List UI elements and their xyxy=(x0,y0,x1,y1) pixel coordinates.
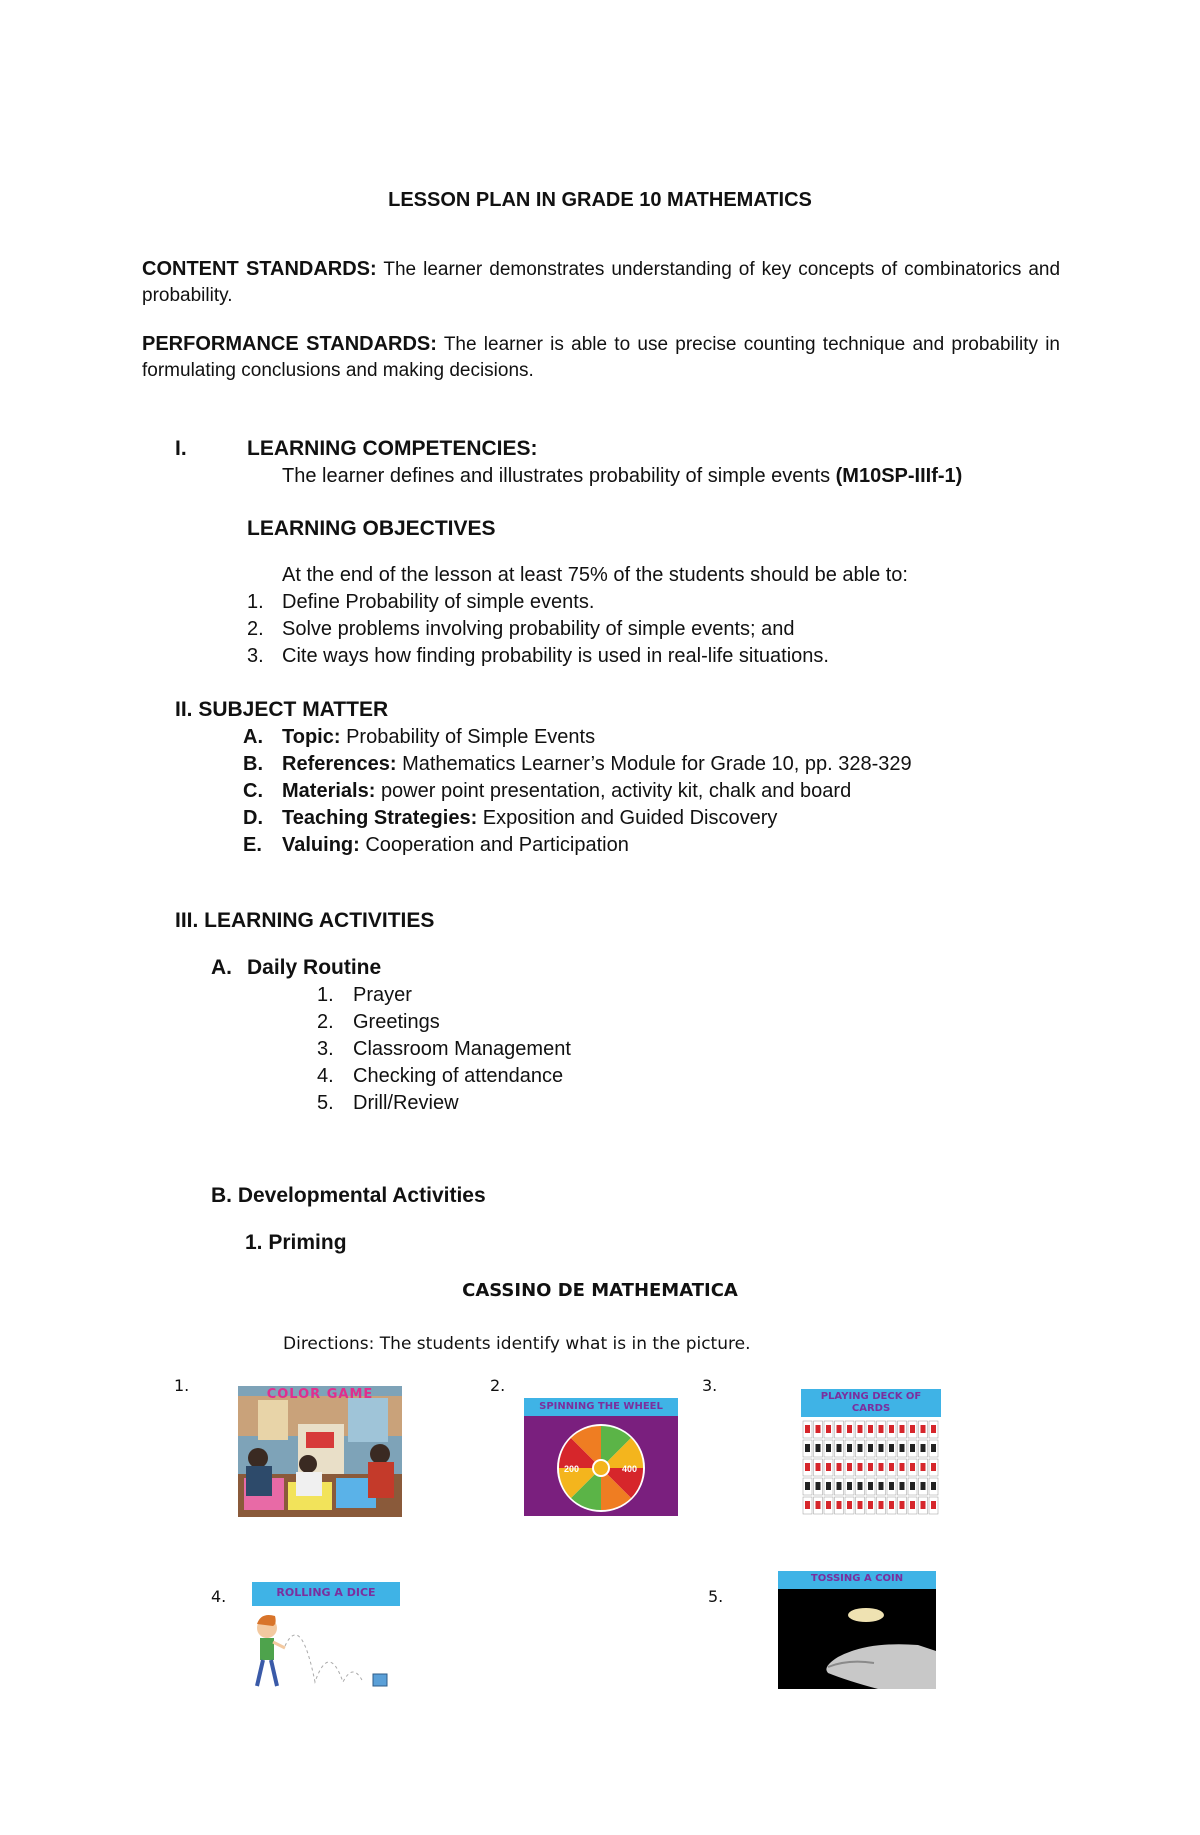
card-pip xyxy=(837,1463,842,1471)
card-pip xyxy=(900,1425,905,1433)
card-pip xyxy=(931,1444,936,1452)
card-pip xyxy=(847,1501,852,1509)
card-pip xyxy=(868,1501,873,1509)
subject-item-text: Cooperation and Participation xyxy=(365,834,629,856)
objective-text: Cite ways how finding probability is used in real-life situations. xyxy=(282,645,829,667)
wheel-label: 400 xyxy=(622,1464,638,1474)
performance-standards-text: The learner is able to use precise counting technique and probability in formulating conclusions and making decisions. xyxy=(142,334,1061,381)
daily-routine-title: Daily Routine xyxy=(247,956,382,979)
card-pip xyxy=(847,1444,852,1452)
objective-item xyxy=(247,591,594,614)
card-pip xyxy=(931,1463,936,1471)
card-pip xyxy=(826,1482,831,1490)
card-pip xyxy=(910,1425,915,1433)
subject-item xyxy=(243,807,777,830)
card-pip xyxy=(879,1463,884,1471)
routine-text: Prayer xyxy=(353,984,412,1006)
subject-item-text: Mathematics Learner’s Module for Grade 10, pp. 328-329 xyxy=(402,753,912,775)
card-pip xyxy=(910,1444,915,1452)
priming-heading: 1. Priming xyxy=(245,1231,347,1254)
card-pip xyxy=(879,1444,884,1452)
subject-item-text: Exposition and Guided Discovery xyxy=(482,807,778,829)
card-pip xyxy=(931,1425,936,1433)
card-pip xyxy=(858,1425,863,1433)
card-pip xyxy=(837,1425,842,1433)
competency-code: (M10SP-IIIf-1) xyxy=(835,465,963,487)
picture-caption: ROLLING A DICE xyxy=(276,1586,376,1599)
card-pip xyxy=(900,1482,905,1490)
objective-number: 2. xyxy=(247,618,264,640)
card-pip xyxy=(805,1482,810,1490)
card-pip xyxy=(858,1463,863,1471)
routine-text: Checking of attendance xyxy=(353,1065,564,1087)
card-pip xyxy=(900,1463,905,1471)
competency-text: The learner defines and illustrates probability of simple events xyxy=(282,465,831,487)
card-pip xyxy=(868,1444,873,1452)
routine-item xyxy=(317,1038,571,1061)
section-2-heading: II. SUBJECT MATTER xyxy=(175,698,389,721)
routine-text: Drill/Review xyxy=(353,1092,459,1114)
routine-text: Classroom Management xyxy=(353,1038,571,1060)
card-pip xyxy=(910,1501,915,1509)
objectives-intro: At the end of the lesson at least 75% of the students should be able to: xyxy=(282,564,908,586)
subject-item xyxy=(243,726,595,749)
card-pip xyxy=(805,1463,810,1471)
tossing-coin-image xyxy=(778,1571,936,1689)
section-3-heading: III. LEARNING ACTIVITIES xyxy=(175,909,435,932)
card-pip xyxy=(837,1482,842,1490)
subject-item-letter: A. xyxy=(243,726,263,748)
card-pip xyxy=(889,1444,894,1452)
card-pip xyxy=(889,1482,894,1490)
content-standards xyxy=(142,256,1060,309)
card-pip xyxy=(805,1425,810,1433)
card-pip xyxy=(910,1463,915,1471)
card-pip xyxy=(816,1444,821,1452)
routine-number: 5. xyxy=(317,1092,334,1114)
content-standards-label: CONTENT STANDARDS: xyxy=(142,258,377,280)
color-game-image xyxy=(238,1386,402,1517)
spinning-wheel-image xyxy=(524,1398,678,1516)
objective-number: 3. xyxy=(247,645,264,667)
card-pip xyxy=(900,1501,905,1509)
subject-item-text: Probability of Simple Events xyxy=(346,726,596,748)
section-1-numeral: I. xyxy=(175,437,187,460)
competency-line xyxy=(282,465,962,488)
routine-number: 1. xyxy=(317,984,334,1006)
subject-item-text: power point presentation, activity kit, chalk and board xyxy=(380,780,852,802)
routine-item xyxy=(317,1092,459,1115)
subject-item-letter: D. xyxy=(243,807,263,829)
picture-caption: PLAYING DECK OF CARDS xyxy=(820,1391,922,1414)
content-standards-text: The learner demonstrates understanding of key concepts of combinatorics and probability. xyxy=(142,259,1061,306)
card-pip xyxy=(921,1482,926,1490)
subject-item-label: Valuing: xyxy=(282,834,360,856)
card-pip xyxy=(858,1444,863,1452)
card-pip xyxy=(826,1444,831,1452)
card-pip xyxy=(826,1501,831,1509)
picture-caption: SPINNING THE WHEEL xyxy=(539,1401,663,1412)
picture-number: 2. xyxy=(490,1376,506,1395)
subject-item-letter: E. xyxy=(243,834,262,856)
card-pip xyxy=(921,1501,926,1509)
picture-number: 3. xyxy=(702,1376,718,1395)
document-title: LESSON PLAN IN GRADE 10 MATHEMATICS xyxy=(388,189,812,211)
objectives-heading: LEARNING OBJECTIVES xyxy=(247,517,496,540)
section-1-heading: LEARNING COMPETENCIES: xyxy=(247,437,538,460)
routine-item xyxy=(317,1011,440,1034)
picture-number: 5. xyxy=(708,1587,724,1606)
coin-scene xyxy=(778,1571,936,1689)
card-pip xyxy=(868,1425,873,1433)
card-pip xyxy=(889,1501,894,1509)
routine-number: 4. xyxy=(317,1065,334,1087)
subject-item-label: Topic: xyxy=(282,726,341,748)
card-pip xyxy=(889,1425,894,1433)
card-pip xyxy=(816,1501,821,1509)
subject-item xyxy=(243,834,629,857)
subject-item xyxy=(243,780,851,803)
card-pip xyxy=(879,1425,884,1433)
card-pip xyxy=(931,1482,936,1490)
card-pip xyxy=(868,1463,873,1471)
card-pip xyxy=(805,1444,810,1452)
objective-item xyxy=(247,618,795,641)
card-pip xyxy=(837,1444,842,1452)
wheel-graphic xyxy=(524,1398,678,1516)
card-pip xyxy=(900,1444,905,1452)
rolling-dice-image xyxy=(251,1582,401,1690)
routine-item xyxy=(317,984,412,1007)
picture-number: 4. xyxy=(211,1587,227,1606)
subject-item-label: Teaching Strategies: xyxy=(282,807,478,829)
objective-number: 1. xyxy=(247,591,264,613)
card-pip xyxy=(837,1501,842,1509)
card-pip xyxy=(805,1501,810,1509)
routine-text: Greetings xyxy=(353,1011,440,1033)
wheel-label: 200 xyxy=(564,1464,580,1474)
developmental-heading: B. Developmental Activities xyxy=(211,1184,486,1207)
card-pip xyxy=(858,1482,863,1490)
card-pip xyxy=(868,1482,873,1490)
card-pip xyxy=(921,1444,926,1452)
performance-standards-label: PERFORMANCE STANDARDS: xyxy=(142,333,437,355)
card-pip xyxy=(816,1425,821,1433)
color-game-scene xyxy=(238,1386,402,1517)
activity-title: CASSINO DE MATHEMATICA xyxy=(462,1280,738,1301)
card-pip xyxy=(879,1482,884,1490)
picture-caption: TOSSING A COIN xyxy=(810,1573,904,1584)
subject-item-letter: B. xyxy=(243,753,263,775)
card-pip xyxy=(879,1501,884,1509)
card-pip xyxy=(889,1463,894,1471)
objective-text: Solve problems involving probability of simple events; and xyxy=(282,618,795,640)
card-pip xyxy=(847,1463,852,1471)
subject-item xyxy=(243,753,912,776)
routine-number: 2. xyxy=(317,1011,334,1033)
daily-routine-heading xyxy=(211,956,381,980)
activity-directions: Directions: The students identify what is in the picture. xyxy=(283,1334,751,1354)
subject-item-label: References: xyxy=(282,753,397,775)
objective-item xyxy=(247,645,829,668)
picture-caption: COLOR GAME xyxy=(266,1387,374,1402)
card-pip xyxy=(826,1463,831,1471)
routine-item xyxy=(317,1065,563,1088)
subject-item-letter: C. xyxy=(243,780,263,802)
daily-routine-letter: A. xyxy=(211,956,232,979)
card-pip xyxy=(931,1501,936,1509)
objective-text: Define Probability of simple events. xyxy=(282,591,595,613)
card-pip xyxy=(816,1482,821,1490)
card-pip xyxy=(921,1425,926,1433)
card-pip xyxy=(847,1425,852,1433)
routine-number: 3. xyxy=(317,1038,334,1060)
card-pip xyxy=(910,1482,915,1490)
card-pip xyxy=(816,1463,821,1471)
card-pip xyxy=(858,1501,863,1509)
card-pip xyxy=(826,1425,831,1433)
performance-standards xyxy=(142,331,1060,384)
picture-number: 1. xyxy=(174,1376,190,1395)
subject-item-label: Materials: xyxy=(282,780,376,802)
card-pip xyxy=(847,1482,852,1490)
card-pip xyxy=(921,1463,926,1471)
deck-of-cards-image xyxy=(801,1389,941,1516)
